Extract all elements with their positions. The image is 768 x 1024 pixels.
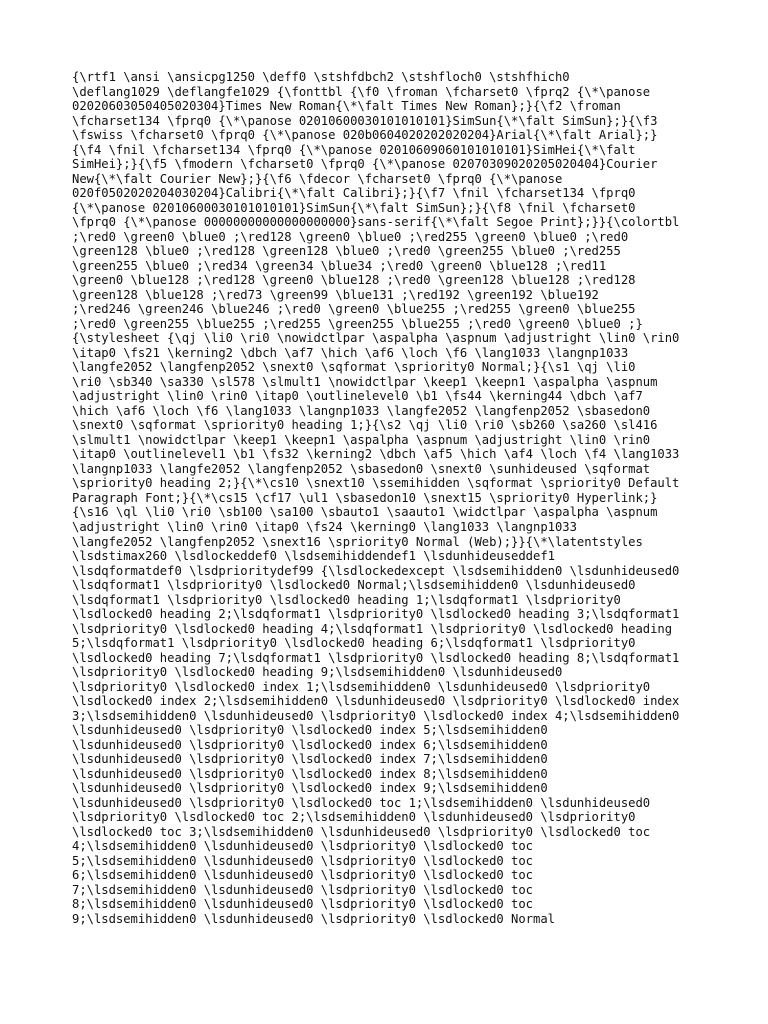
text-line: ;\red0 \green255 \blue255 ;\red255 \green255 \blue255 ;\red0 \green0 \blue0 ;} <box>72 316 643 331</box>
text-line: {\rtf1 \ansi \ansicpg1250 \deff0 \stshfdbch2 \stshfloch0 \stshfhich0 <box>72 70 570 84</box>
text-line: 020f0502020204030204}Calibri{\*\falt Calibri};}{\f7 \fnil \fcharset134 \fprq0 <box>72 186 636 201</box>
text-line: \lsdlocked0 heading 2;\lsdqformat1 \lsdpriority0 \lsdlocked0 heading 3;\lsdqformat1 <box>72 607 680 622</box>
text-line: \lsdpriority0 \lsdlocked0 index 1;\lsdsemihidden0 \lsdunhideused0 \lsdpriority0 <box>72 679 651 694</box>
text-line: \lsdunhideused0 \lsdpriority0 \lsdlocked0 toc 1;\lsdsemihidden0 \lsdunhideused0 <box>72 795 651 810</box>
text-line: \lsdunhideused0 \lsdpriority0 \lsdlocked0 index 8;\lsdsemihidden0 <box>72 766 548 781</box>
text-line: \lsdunhideused0 \lsdpriority0 \lsdlocked0 index 6;\lsdsemihidden0 <box>72 737 548 752</box>
text-line: 9;\lsdsemihidden0 \lsdunhideused0 \lsdpriority0 \lsdlocked0 Normal <box>72 911 555 926</box>
text-line: \langfe2052 \langfenp2052 \snext0 \sqformat \spriority0 Normal;}{\s1 \qj \li0 <box>72 360 636 375</box>
text-line: \lsdlocked0 toc 3;\lsdsemihidden0 \lsdunhideused0 \lsdpriority0 \lsdlocked0 toc <box>72 824 651 839</box>
text-line: \snext0 \sqformat \spriority0 heading 1;}{\s2 \qj \li0 \ri0 \sb260 \sa260 \sl416 <box>72 418 658 433</box>
text-line: \green128 \blue128 ;\red73 \green99 \blue131 ;\red192 \green192 \blue192 <box>72 287 599 302</box>
text-line: \itap0 \outlinelevel1 \b1 \fs32 \kerning2 \dbch \af5 \hich \af4 \loch \f4 \lang1033 <box>72 447 680 462</box>
text-line: \hich \af6 \loch \f6 \lang1033 \langnp1033 \langfe2052 \langfenp2052 \sbasedon0 <box>72 403 651 418</box>
text-line: \lsdstimax260 \lsdlockeddef0 \lsdsemihiddendef1 \lsdunhideuseddef1 <box>72 549 555 564</box>
text-line: \deflang1029 \deflangfe1029 {\fonttbl {\f0 \froman \fcharset0 \fprq2 {\*\panose <box>72 84 651 99</box>
text-line: {\stylesheet {\qj \li0 \ri0 \nowidctlpar \aspalpha \aspnum \adjustright \lin0 \rin0 <box>72 331 680 346</box>
text-line: \lsdunhideused0 \lsdpriority0 \lsdlocked0 index 9;\lsdsemihidden0 <box>72 781 548 796</box>
rtf-source-text <box>72 70 712 926</box>
text-line: \fprq0 {\*\panose 00000000000000000000}sans-serif{\*\falt Segoe Print};}}{\colortbl <box>72 215 680 230</box>
text-line: \green0 \blue128 ;\red128 \green0 \blue128 ;\red0 \green128 \blue128 ;\red128 <box>72 273 636 288</box>
text-line: 3;\lsdsemihidden0 \lsdunhideused0 \lsdpriority0 \lsdlocked0 index 4;\lsdsemihidden0 <box>72 708 680 723</box>
text-line: 02020603050405020304}Times New Roman{\*\falt Times New Roman};}{\f2 \froman <box>72 99 621 114</box>
text-line: \spriority0 heading 2;}{\*\cs10 \snext10 \ssemihidden \sqformat \spriority0 Default <box>72 476 680 491</box>
text-line: {\f4 \fnil \fcharset134 \fprq0 {\*\panose 02010609060101010101}SimHei{\*\falt <box>72 142 636 157</box>
text-line: \green128 \blue0 ;\red128 \green128 \blue0 ;\red0 \green255 \blue0 ;\red255 <box>72 244 621 259</box>
text-line: ;\red246 \green246 \blue246 ;\red0 \green0 \blue255 ;\red255 \green0 \blue255 <box>72 302 636 317</box>
text-line: \lsdqformatdef0 \lsdprioritydef99 {\lsdlockedexcept \lsdsemihidden0 \lsdunhideused0 <box>72 563 680 578</box>
text-line: \lsdlocked0 heading 7;\lsdqformat1 \lsdpriority0 \lsdlocked0 heading 8;\lsdqformat1 <box>72 650 680 665</box>
text-line: \langfe2052 \langfenp2052 \snext16 \spriority0 Normal (Web);}}{\*\latentstyles <box>72 534 643 549</box>
text-line: Paragraph Font;}{\*\cs15 \cf17 \ul1 \sbasedon10 \snext15 \spriority0 Hyperlink;} <box>72 490 658 505</box>
text-line: \adjustright \lin0 \rin0 \itap0 \outlinelevel0 \b1 \fs44 \kerning44 \dbch \af7 <box>72 389 643 404</box>
text-line: \green255 \blue0 ;\red34 \green34 \blue34 ;\red0 \green0 \blue128 ;\red11 <box>72 258 607 273</box>
text-line: {\*\panose 02010600030101010101}SimSun{\*\falt SimSun};}{\f8 \fnil \fcharset0 <box>72 200 636 215</box>
text-line: \lsdunhideused0 \lsdpriority0 \lsdlocked0 index 7;\lsdsemihidden0 <box>72 752 548 767</box>
text-line: 6;\lsdsemihidden0 \lsdunhideused0 \lsdpriority0 \lsdlocked0 toc <box>72 868 534 883</box>
text-line: 8;\lsdsemihidden0 \lsdunhideused0 \lsdpriority0 \lsdlocked0 toc <box>72 897 534 912</box>
text-line: 7;\lsdsemihidden0 \lsdunhideused0 \lsdpriority0 \lsdlocked0 toc <box>72 882 534 897</box>
text-line: 5;\lsdsemihidden0 \lsdunhideused0 \lsdpriority0 \lsdlocked0 toc <box>72 853 534 868</box>
text-line: New{\*\falt Courier New};}{\f6 \fdecor \fcharset0 \fprq0 {\*\panose <box>72 171 563 186</box>
text-line: {\s16 \ql \li0 \ri0 \sb100 \sa100 \sbauto1 \saauto1 \widctlpar \aspalpha \aspnum <box>72 505 658 520</box>
text-line: 4;\lsdsemihidden0 \lsdunhideused0 \lsdpriority0 \lsdlocked0 toc <box>72 839 534 854</box>
text-line: \lsdpriority0 \lsdlocked0 toc 2;\lsdsemihidden0 \lsdunhideused0 \lsdpriority0 <box>72 810 636 825</box>
text-line: \lsdqformat1 \lsdpriority0 \lsdlocked0 heading 1;\lsdqformat1 \lsdpriority0 <box>72 592 621 607</box>
text-line: \slmult1 \nowidctlpar \keep1 \keepn1 \aspalpha \aspnum \adjustright \lin0 \rin0 <box>72 432 651 447</box>
text-line: SimHei};}{\f5 \fmodern \fcharset0 \fprq0 {\*\panose 02070309020205020404}Courier <box>72 157 658 172</box>
text-line: \ri0 \sb340 \sa330 \sl578 \slmult1 \nowidctlpar \keep1 \keepn1 \aspalpha \aspnum <box>72 374 658 389</box>
text-line: \lsdpriority0 \lsdlocked0 heading 9;\lsdsemihidden0 \lsdunhideused0 <box>72 665 563 680</box>
text-line: ;\red0 \green0 \blue0 ;\red128 \green0 \blue0 ;\red255 \green0 \blue0 ;\red0 <box>72 229 629 244</box>
text-line: 5;\lsdqformat1 \lsdpriority0 \lsdlocked0 heading 6;\lsdqformat1 \lsdpriority0 <box>72 636 636 651</box>
text-line: \lsdlocked0 index 2;\lsdsemihidden0 \lsdunhideused0 \lsdpriority0 \lsdlocked0 index <box>72 694 680 709</box>
text-line: \lsdunhideused0 \lsdpriority0 \lsdlocked0 index 5;\lsdsemihidden0 <box>72 723 548 738</box>
text-line: \lsdqformat1 \lsdpriority0 \lsdlocked0 Normal;\lsdsemihidden0 \lsdunhideused0 <box>72 578 636 593</box>
text-line: \fswiss \fcharset0 \fprq0 {\*\panose 020b0604020202020204}Arial{\*\falt Arial};} <box>72 128 658 143</box>
text-line: \langnp1033 \langfe2052 \langfenp2052 \sbasedon0 \snext0 \sunhideused \sqformat <box>72 461 651 476</box>
text-line: \itap0 \fs21 \kerning2 \dbch \af7 \hich \af6 \loch \f6 \lang1033 \langnp1033 <box>72 345 629 360</box>
text-line: \fcharset134 \fprq0 {\*\panose 02010600030101010101}SimSun{\*\falt SimSun};}{\f3 <box>72 113 658 128</box>
text-line: \adjustright \lin0 \rin0 \itap0 \fs24 \kerning0 \lang1033 \langnp1033 <box>72 519 577 534</box>
text-line: \lsdpriority0 \lsdlocked0 heading 4;\lsdqformat1 \lsdpriority0 \lsdlocked0 heading <box>72 621 673 636</box>
